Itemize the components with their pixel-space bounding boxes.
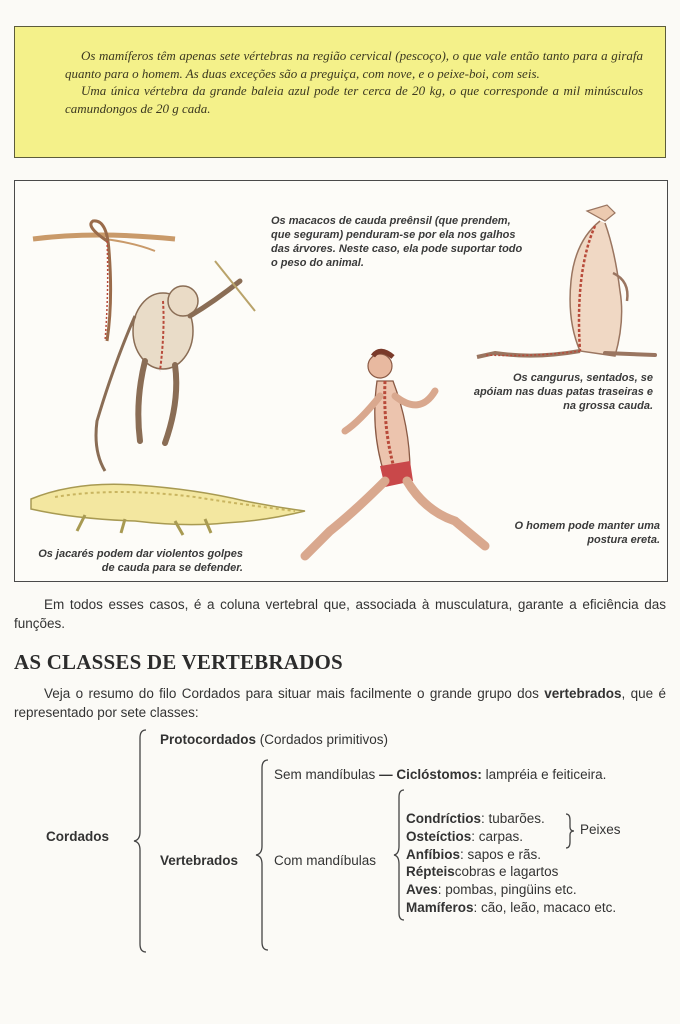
tree-protocordados [160, 732, 388, 747]
illustration-panel [14, 180, 668, 582]
class-examples: : sapos e rãs. [460, 847, 542, 862]
summary-paragraph: Em todos esses casos, é a coluna vertebral que, associada à musculatura, garante a eficiência das funções. [14, 597, 666, 631]
man-illustration [305, 351, 485, 556]
class-item [406, 882, 577, 897]
class-item [406, 811, 545, 826]
peixes-brace [564, 812, 576, 850]
caption-man: O homem pode manter uma postura ereta. [514, 520, 660, 546]
dash: — [375, 767, 397, 782]
protocordados-label: Protocordados [160, 732, 257, 747]
tree-peixes: Peixes [580, 822, 621, 837]
root-brace [132, 728, 148, 954]
intro-text-1: Veja o resumo do filo Cordados para situar mais facilmente o grande grupo dos [44, 686, 545, 701]
alligator-illustration [31, 484, 305, 535]
intro-paragraph [14, 684, 666, 722]
class-name: Aves [406, 882, 438, 897]
monkey-illustration [33, 221, 255, 471]
ciclostomos-label: Ciclóstomos: [396, 767, 482, 782]
class-name: Mamíferos [406, 900, 474, 915]
intro-text-2: , que é representado por sete classes: [14, 686, 666, 720]
info-box [14, 26, 666, 158]
caption-kangaroo: Os cangurus, sentados, se apóiam nas duas patas traseiras e na grossa cauda. [473, 372, 653, 412]
class-name: Répteis [406, 864, 455, 879]
class-examples: : tubarões. [481, 811, 545, 826]
class-item [406, 829, 523, 844]
class-name: Osteíctios [406, 829, 472, 844]
class-examples: : pombas, pingüins etc. [437, 882, 577, 897]
class-item [406, 864, 558, 879]
caption-monkey: Os macacos de cauda preênsil (que prendem, que seguram) penduram-se por ela nos galhos das árvores. Neste caso, ela pode suportar todo o peso do animal. [271, 215, 523, 269]
sem-mandibulas-label: Sem mandíbulas [274, 767, 376, 782]
info-paragraph-2: Uma única vértebra da grande baleia azul pode ter cerca de 20 kg, o que corresponde a mil minúsculos camundongos de 20 g cada. [65, 83, 643, 116]
class-name: Condríctios [406, 811, 482, 826]
class-examples: cobras e lagartos [454, 864, 559, 879]
class-item [406, 900, 616, 915]
class-name: Anfíbios [406, 847, 460, 862]
info-paragraph-1: Os mamíferos têm apenas sete vértebras na região cervical (pescoço), o que vale então tanto para a girafa quanto para o homem. As duas exceções são a preguiça, com nove, e o peixe-boi, com seis. [65, 48, 643, 81]
class-examples: : cão, leão, macaco etc. [473, 900, 617, 915]
section-heading: AS CLASSES DE VERTEBRADOS [14, 650, 343, 674]
vertebrados-brace [254, 758, 270, 952]
class-item [406, 847, 541, 862]
tree-root: Cordados [46, 829, 110, 844]
tree-com-mandibulas: Com mandíbulas [274, 853, 377, 868]
protocordados-desc: (Cordados primitivos) [256, 732, 389, 747]
class-examples: : carpas. [471, 829, 524, 844]
intro-bold: vertebrados [544, 686, 622, 701]
tree-vertebrados: Vertebrados [160, 853, 239, 868]
caption-alligator: Os jacarés podem dar violentos golpes de cauda para se defender. [38, 548, 243, 574]
com-mandibulas-brace [392, 788, 406, 922]
ciclostomos-desc: lampréia e feiticeira. [481, 767, 607, 782]
tree-sem-mandibulas [274, 767, 606, 782]
